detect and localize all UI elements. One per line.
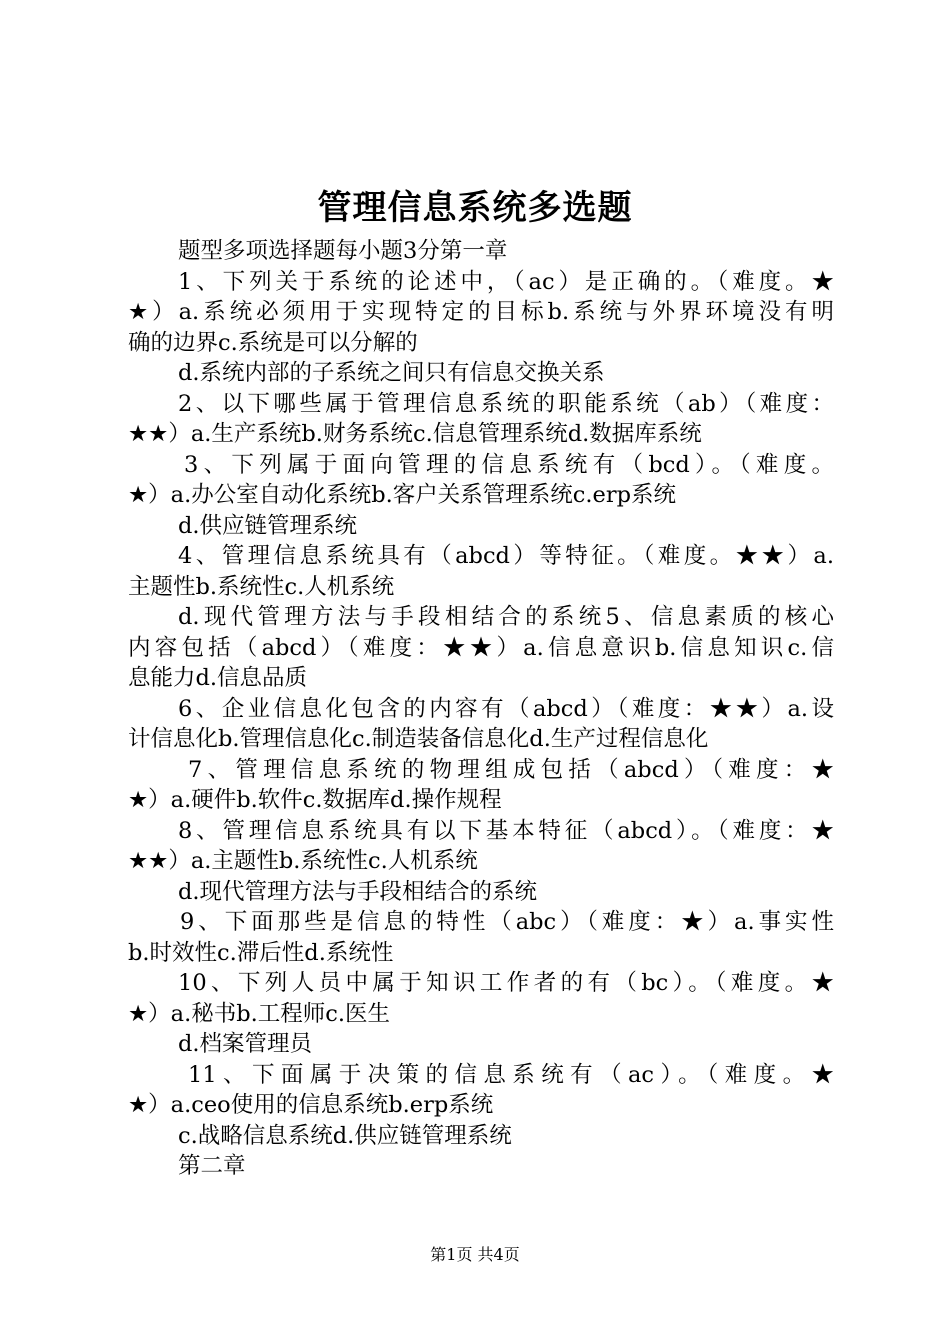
page-number: 第1页 共4页 — [430, 1245, 520, 1264]
question-line: 主题性b.系统性c.人机系统 — [128, 573, 395, 600]
question-line: 11、下面属于决策的信息系统有（ac）。（难度。★ — [188, 1061, 834, 1088]
question-line: d.档案管理员 — [178, 1031, 313, 1057]
question-line: 息能力d.信息品质 — [128, 665, 308, 691]
question-line: 3、下列属于面向管理的信息系统有（bcd）。（难度。 — [184, 451, 834, 478]
question-line: d.现代管理方法与手段相结合的系统 — [178, 878, 538, 905]
question-line: d.现代管理方法与手段相结合的系统5、信息素质的核心 — [178, 604, 834, 630]
question-line: 2、以下哪些属于管理信息系统的职能系统（ab）（难度： — [178, 390, 834, 417]
question-line: 4、管理信息系统具有（abcd）等特征。（难度。★★）a. — [178, 543, 834, 569]
question-line: c.战略信息系统d.供应链管理系统 — [178, 1122, 512, 1149]
question-line: d.系统内部的子系统之间只有信息交换关系 — [178, 360, 605, 386]
intro-line: 题型多项选择题每小题3分第一章 — [178, 238, 508, 264]
question-line: ★）a.ceo使用的信息系统b.erp系统 — [128, 1092, 494, 1118]
question-line: 确的边界c.系统是可以分解的 — [128, 329, 418, 356]
question-line: b.时效性c.滞后性d.系统性 — [128, 939, 394, 966]
question-line: d.供应链管理系统 — [178, 512, 358, 539]
question-line: ★）a.硬件b.软件c.数据库d.操作规程 — [128, 787, 502, 813]
question-line: ★）a.秘书b.工程师c.医生 — [128, 1000, 391, 1027]
question-line: 计信息化b.管理信息化c.制造装备信息化d.生产过程信息化 — [128, 726, 709, 752]
question-line: 9、下面那些是信息的特性（abc）（难度：★）a.事实性 — [180, 909, 834, 935]
question-line: 1、下列关于系统的论述中，（ac）是正确的。（难度。★ — [178, 268, 834, 295]
chapter-heading: 第二章 — [178, 1153, 246, 1179]
question-line: 内容包括（abcd）（难度：★★）a.信息意识b.信息知识c.信 — [128, 634, 834, 661]
question-line: 10、下列人员中属于知识工作者的有（bc）。（难度。★ — [178, 970, 834, 996]
question-line: ★★）a.生产系统b.财务系统c.信息管理系统d.数据库系统 — [128, 421, 702, 447]
question-line: 6、企业信息化包含的内容有（abcd）（难度：★★）a.设 — [178, 695, 834, 722]
question-line: ★）a.系统必须用于实现特定的目标b.系统与外界环境没有明 — [128, 299, 834, 325]
question-line: 7、管理信息系统的物理组成包括（abcd）（难度：★ — [188, 756, 834, 783]
question-line: 8、管理信息系统具有以下基本特征（abcd）。（难度：★ — [178, 817, 834, 844]
question-line: ★★）a.主题性b.系统性c.人机系统 — [128, 848, 478, 874]
document-body — [128, 236, 834, 1182]
question-line: ★）a.办公室自动化系统b.客户关系管理系统c.erp系统 — [128, 482, 677, 508]
page-title: 管理信息系统多选题 — [317, 188, 633, 228]
